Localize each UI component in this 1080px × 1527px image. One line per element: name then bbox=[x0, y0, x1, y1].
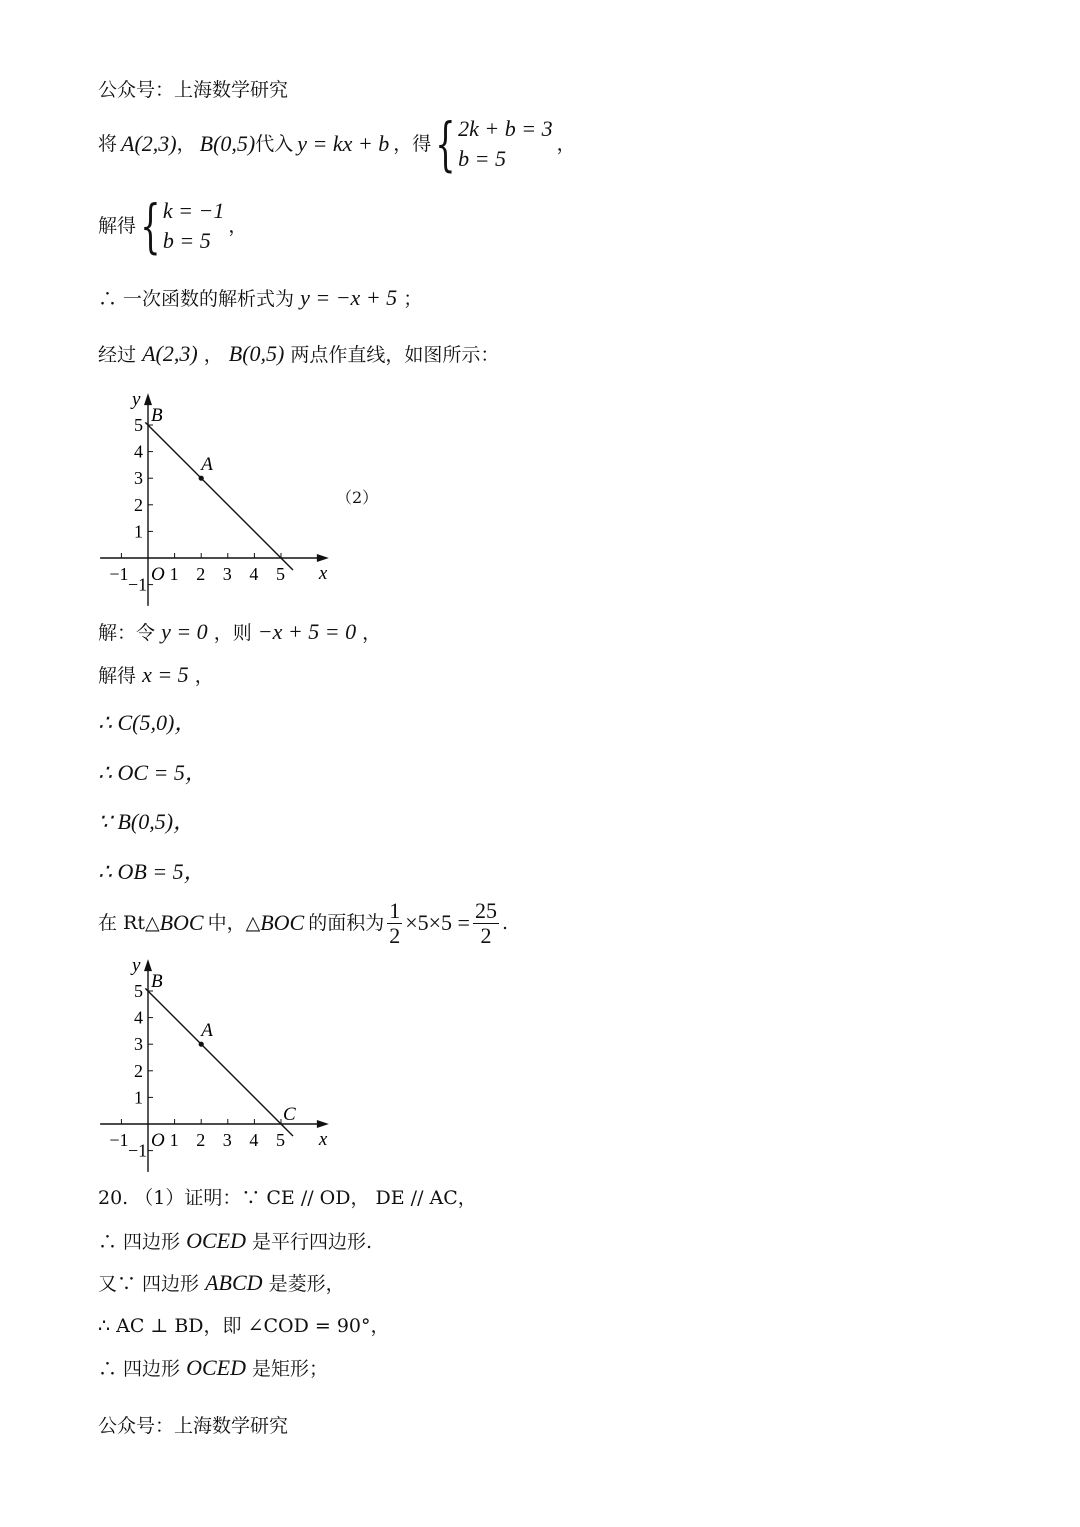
y-tick-label: 2 bbox=[134, 1060, 143, 1081]
x-value: x = 5 bbox=[142, 662, 189, 687]
point-a-expr: A(2,3) bbox=[121, 131, 177, 156]
l5-end: ， bbox=[362, 622, 382, 644]
coordinate-graph-1 bbox=[95, 390, 345, 610]
y-tick-label: 2 bbox=[134, 494, 143, 515]
y-tick-label: 5 bbox=[134, 415, 143, 435]
x-tick-label: 5 bbox=[276, 1130, 285, 1150]
text-line-4 bbox=[98, 342, 499, 367]
coordinate-graph-2 bbox=[95, 956, 345, 1176]
text-line-8: ∴ OC = 5， bbox=[98, 760, 207, 785]
function-line bbox=[145, 422, 293, 570]
l5-mid: ，则 bbox=[213, 622, 252, 644]
l1-mid: 代入 bbox=[255, 133, 294, 155]
l6-pre: 解得 bbox=[98, 665, 137, 687]
x-axis-label: x bbox=[318, 563, 328, 584]
x-tick-label: 4 bbox=[249, 564, 259, 584]
origin-label: O bbox=[151, 564, 165, 585]
l13-pre: ∴ 四边形 bbox=[98, 1231, 181, 1253]
triangle-name: BOC bbox=[159, 910, 204, 935]
problem-20-line-1: 20. （1）证明：∵ CE // OD， DE // AC， bbox=[98, 1187, 477, 1209]
system-2-row-1: k = −1 bbox=[162, 198, 225, 223]
l3-end: ； bbox=[403, 288, 423, 310]
y-axis-label: y bbox=[132, 390, 141, 411]
text-line-9: ∵ B(0,5)， bbox=[98, 809, 196, 834]
l6-end: ， bbox=[194, 665, 214, 687]
function-line bbox=[145, 988, 293, 1136]
x-tick-label: 3 bbox=[222, 1130, 232, 1150]
y-axis-label: y bbox=[132, 956, 141, 977]
text-line-1 bbox=[98, 110, 576, 178]
l3-pre: ∴ 一次函数的解析式为 bbox=[98, 288, 295, 310]
l16-post: 是矩形； bbox=[252, 1358, 329, 1380]
text-line-10: ∴ OB = 5， bbox=[98, 859, 206, 884]
l16-pre: ∴ 四边形 bbox=[98, 1358, 181, 1380]
multiplication-expr: ×5×5 = bbox=[405, 910, 470, 935]
numerator: 1 bbox=[389, 897, 401, 923]
system-1-row-1: 2k + b = 3 bbox=[458, 116, 553, 141]
text-line-7: ∴ C(5,0)， bbox=[98, 710, 197, 735]
y-tick-label: 3 bbox=[134, 1034, 143, 1055]
y-axis-arrow-icon bbox=[144, 959, 152, 971]
x-axis-label: x bbox=[318, 1129, 328, 1150]
quad-name: OCED bbox=[186, 1228, 246, 1253]
numerator: 25 bbox=[474, 897, 497, 923]
y-tick-label: 1 bbox=[134, 521, 143, 542]
y-tick-label: −1 bbox=[128, 1140, 148, 1161]
y-tick-label: −1 bbox=[128, 574, 148, 595]
left-brace-icon: { bbox=[435, 110, 456, 178]
x-axis-arrow-icon bbox=[317, 554, 329, 562]
system-1-row-2: b = 5 bbox=[458, 146, 507, 171]
left-brace-icon: { bbox=[140, 192, 161, 260]
x-tick-label: −1 bbox=[109, 564, 129, 584]
l1-end: ， bbox=[556, 133, 576, 155]
y-tick-label: 1 bbox=[134, 1087, 143, 1108]
l13-post: 是平行四边形. bbox=[252, 1231, 373, 1253]
l11-mid: 中，△ bbox=[207, 912, 261, 934]
text-line-3 bbox=[98, 286, 422, 311]
equation-system-2 bbox=[140, 192, 225, 260]
denominator: 2 bbox=[389, 922, 401, 948]
l4-pre: 经过 bbox=[98, 344, 137, 366]
text-line-2 bbox=[98, 192, 248, 260]
x-tick-label: 2 bbox=[196, 1130, 206, 1150]
function-expression: y = −x + 5 bbox=[300, 285, 398, 310]
part-2-label: （2） bbox=[336, 488, 379, 507]
y-tick-label: 4 bbox=[134, 1007, 143, 1028]
linear-function-expr: y = kx + b bbox=[297, 131, 390, 156]
point-c-label: C bbox=[283, 1104, 296, 1125]
point-a-label: A bbox=[201, 1020, 213, 1042]
y-equals-zero: y = 0 bbox=[161, 619, 208, 644]
y-tick-label: 4 bbox=[134, 441, 143, 462]
point-b-expr: B(0,5) bbox=[228, 341, 285, 366]
text-line-6 bbox=[98, 663, 214, 688]
l4-sep: ， bbox=[203, 344, 223, 366]
equation-system-1 bbox=[435, 110, 553, 178]
problem-20-line-4: ∴ AC ⊥ BD，即 ∠COD = 90°， bbox=[98, 1315, 390, 1337]
l11-pre: 在 Rt△ bbox=[98, 912, 160, 934]
y-axis-arrow-icon bbox=[144, 393, 152, 405]
x-tick-label: 1 bbox=[169, 1130, 179, 1150]
origin-label: O bbox=[151, 1130, 165, 1151]
quad-name: OCED bbox=[186, 1355, 246, 1380]
l14-pre: 又∵ 四边形 bbox=[98, 1273, 200, 1295]
l11-end: . bbox=[501, 912, 509, 934]
point-b-expr: B(0,5) bbox=[199, 131, 256, 156]
page-footer: 公众号：上海数学研究 bbox=[98, 1415, 289, 1437]
l4-post: 两点作直线，如图所示： bbox=[290, 344, 500, 366]
x-tick-label: 4 bbox=[249, 1130, 259, 1150]
l14-post: 是菱形， bbox=[268, 1273, 345, 1295]
l1-sep: ， bbox=[176, 133, 196, 155]
y-tick-label: 3 bbox=[134, 468, 143, 489]
page-header: 公众号：上海数学研究 bbox=[98, 79, 289, 101]
x-tick-label: 2 bbox=[196, 564, 206, 584]
x-tick-label: 1 bbox=[169, 564, 179, 584]
x-tick-label: 3 bbox=[222, 564, 232, 584]
quad-name: ABCD bbox=[205, 1270, 263, 1295]
x-axis-arrow-icon bbox=[317, 1120, 329, 1128]
problem-20-line-3 bbox=[98, 1271, 345, 1296]
l1-pre: 将 bbox=[98, 133, 118, 155]
fraction-one-half bbox=[387, 899, 402, 948]
x-tick-label: −1 bbox=[109, 1130, 129, 1150]
denominator: 2 bbox=[480, 922, 492, 948]
x-tick-label: 5 bbox=[276, 564, 285, 584]
point-a bbox=[199, 476, 204, 481]
problem-20-line-2 bbox=[98, 1229, 372, 1254]
l5-pre: 解：令 bbox=[98, 622, 156, 644]
l2-end: ， bbox=[228, 215, 248, 237]
system-2-row-2: b = 5 bbox=[162, 228, 211, 253]
l11-area: 的面积为 bbox=[308, 912, 385, 934]
equation-expr: −x + 5 = 0 bbox=[257, 619, 357, 644]
point-a-label: A bbox=[201, 454, 213, 476]
fraction-result bbox=[473, 899, 499, 948]
text-line-11 bbox=[98, 896, 508, 950]
point-b-label: B bbox=[151, 971, 163, 992]
problem-20-line-5 bbox=[98, 1356, 328, 1381]
triangle-name: BOC bbox=[260, 910, 305, 935]
l2-pre: 解得 bbox=[98, 215, 137, 237]
text-line-5 bbox=[98, 620, 381, 645]
point-a-expr: A(2,3) bbox=[142, 341, 198, 366]
point-a bbox=[199, 1042, 204, 1047]
y-tick-label: 5 bbox=[134, 981, 143, 1001]
point-b-label: B bbox=[151, 405, 163, 426]
l1-post: ，得 bbox=[393, 133, 432, 155]
